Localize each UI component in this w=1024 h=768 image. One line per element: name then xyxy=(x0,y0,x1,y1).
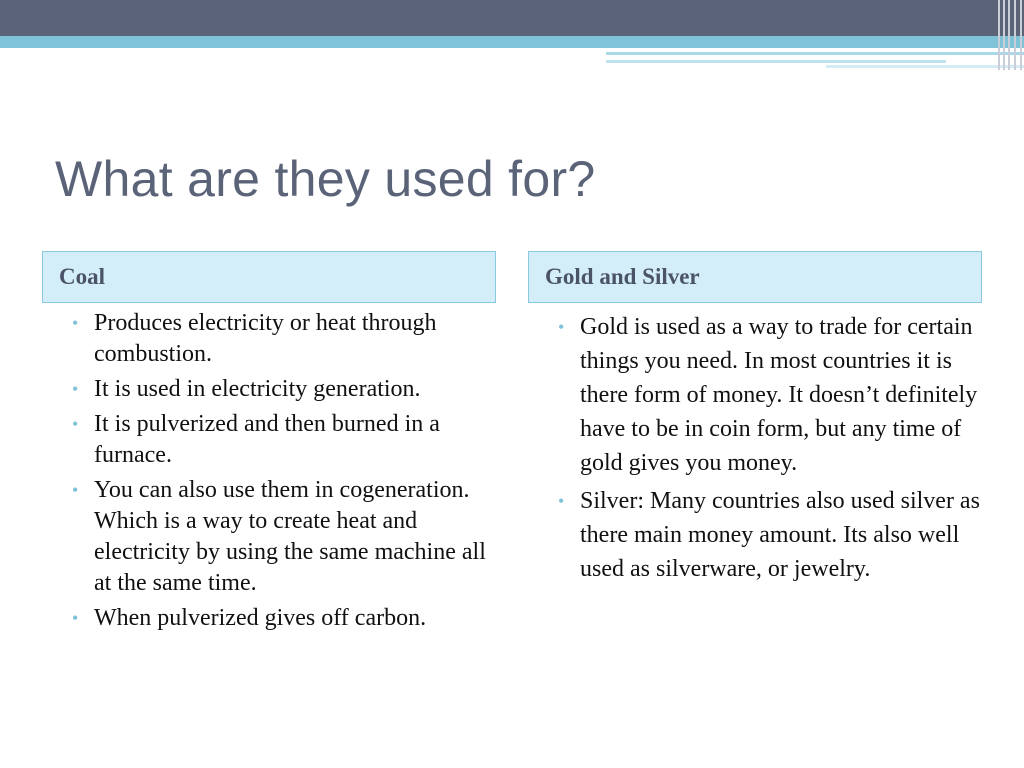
banner-vertical-stripes xyxy=(996,0,1024,70)
list-item: • Silver: Many countries also used silver as there main money amount. Its also well used as silverware, or jewelry. xyxy=(542,484,982,586)
gold-silver-bullet-list xyxy=(542,310,982,586)
list-item: • Produces electricity or heat through combustion. xyxy=(72,310,437,367)
bullet-icon: • xyxy=(72,379,79,399)
bullet-icon: • xyxy=(72,608,79,628)
coal-column xyxy=(56,308,496,638)
list-item: • You can also use them in cogeneration. Which is a way to create heat and electricity by using the same machine all at the same time. xyxy=(72,477,486,596)
bullet-icon: • xyxy=(72,414,79,434)
bullet-icon: • xyxy=(558,491,565,511)
top-banner-dark xyxy=(0,0,1024,36)
list-item: • It is pulverized and then burned in a furnace. xyxy=(72,411,440,468)
coal-header: Coal xyxy=(42,251,496,303)
slide-title: What are they used for? xyxy=(55,151,596,207)
banner-accent-lines xyxy=(606,40,1024,70)
gold-silver-column xyxy=(542,310,982,590)
list-item: • When pulverized gives off carbon. xyxy=(56,603,496,634)
bullet-icon: • xyxy=(72,313,79,333)
coal-bullet-list xyxy=(56,308,496,634)
bullet-icon: • xyxy=(558,317,565,337)
bullet-icon: • xyxy=(72,480,79,500)
gold-silver-header: Gold and Silver xyxy=(528,251,982,303)
list-item: • Gold is used as a way to trade for certain things you need. In most countries it is there form of money. It doesn’t definitely have to be in coin form, but any time of gold gives you money. xyxy=(542,310,982,480)
list-item: • It is used in electricity generation. xyxy=(56,374,496,405)
